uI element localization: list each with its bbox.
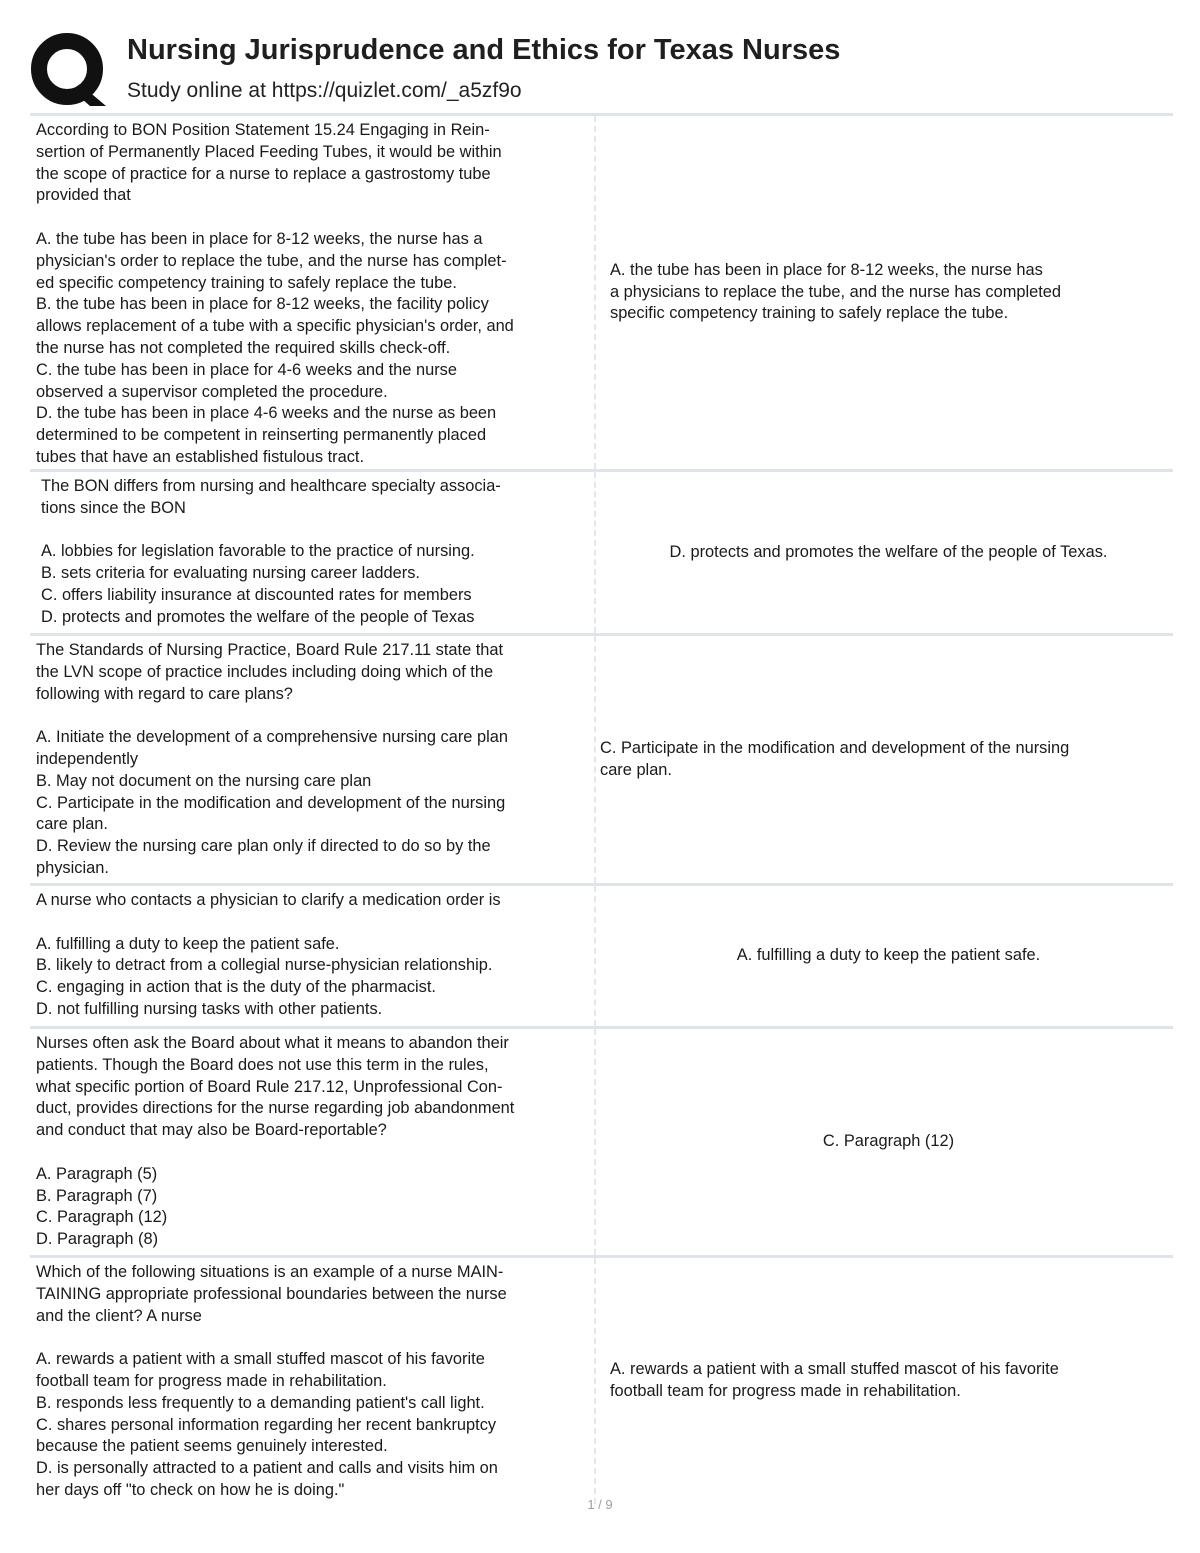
- flashcard-row: [30, 1255, 1173, 1504]
- answer-cell: [596, 886, 1173, 1026]
- answer-cell: [596, 1029, 1173, 1255]
- answer-cell: [596, 636, 1173, 883]
- page-header: [30, 28, 1175, 108]
- answer-text: A. the tube has been in place for 8-12 weeks, the nurse has a physicians to replace the tube, and the nurse has completed specific competency training to safely replace the tube.: [610, 260, 1062, 323]
- flashcard-row: [30, 883, 1173, 1026]
- answer-cell: [596, 116, 1173, 469]
- page-title: Nursing Jurisprudence and Ethics for Texas Nurses: [127, 34, 841, 66]
- answer-cell: [596, 472, 1173, 633]
- study-url-text: Study online at https://quizlet.com/_a5zf9o: [127, 79, 522, 102]
- flashcard-list: [30, 113, 1173, 1504]
- answer-text: A. fulfilling a duty to keep the patient safe.: [736, 946, 1041, 965]
- page-number: 1 / 9: [587, 1497, 613, 1512]
- flashcard-row: [30, 633, 1173, 883]
- answer-text: A. rewards a patient with a small stuffed mascot of his favorite football team for progress made in rehabilitation.: [610, 1360, 1059, 1400]
- question-cell: The Standards of Nursing Practice, Board Rule 217.11 state that the LVN scope of practice includes including doing which of the following with regard to care plans? A. Initiate the development of a comprehensive nursing care plan independently B. May not document on the nursing care plan C. Participate in the modification and development of the nursing care plan. D. Review the nursing care plan only if directed to do so by the physician.: [30, 636, 596, 883]
- question-cell: A nurse who contacts a physician to clarify a medication order is A. fulfilling a duty to keep the patient safe. B. likely to detract from a collegial nurse-physician relationship. C. engaging in action that is the duty of the pharmacist. D. not fulfilling nursing tasks with other patients.: [30, 886, 596, 1026]
- flashcard-row: [30, 113, 1173, 469]
- flashcard-row: [30, 469, 1173, 633]
- answer-cell: [596, 1258, 1173, 1504]
- question-cell: The BON differs from nursing and healthcare specialty associa- tions since the BON A. lobbies for legislation favorable to the practice of nursing. B. sets criteria for evaluating nursing career ladders. C. offers liability insurance at discounted rates for members D. protects and promotes the welfare of the people of Texas: [30, 472, 596, 633]
- question-cell: According to BON Position Statement 15.24 Engaging in Rein- sertion of Permanently Placed Feeding Tubes, it would be within the scope of practice for a nurse to replace a gastrostomy tube provided that A. the tube has been in place for 8-12 weeks, the nurse has a physician's order to replace the tube, and the nurse has complet- ed specific competency training to safely replace the tube. B. the tube has been in place for 8-12 weeks, the facility policy allows replacement of a tube with a specific physician's order, and the nurse has not completed the required skills check-off. C. the tube has been in place for 4-6 weeks and the nurse observed a supervisor completed the procedure. D. the tube has been in place 4-6 weeks and the nurse as been determined to be competent in reinserting permanently placed tubes that have an established fistulous tract.: [30, 116, 596, 469]
- answer-text: D. protects and promotes the welfare of the people of Texas.: [669, 542, 1108, 561]
- question-cell: Which of the following situations is an example of a nurse MAIN- TAINING appropriate professional boundaries between the nurse and the client? A nurse A. rewards a patient with a small stuffed mascot of his favorite football team for progress made in rehabilitation. B. responds less frequently to a demanding patient's call light. C. shares personal information regarding her recent bankruptcy because the patient seems genuinely interested. D. is personally attracted to a patient and calls and visits him on her days off "to check on how he is doing.": [30, 1258, 596, 1504]
- answer-text: C. Paragraph (12): [822, 1132, 955, 1151]
- answer-text: C. Participate in the modification and development of the nursing care plan.: [600, 738, 1070, 779]
- flashcard-row: [30, 1026, 1173, 1255]
- quizlet-logo-icon: [30, 32, 108, 108]
- question-cell: Nurses often ask the Board about what it means to abandon their patients. Though the Board does not use this term in the rules, what specific portion of Board Rule 217.12, Unprofessional Con- duct, provides directions for the nurse regarding job abandonment and conduct that may also be Board-reportable? A. Paragraph (5) B. Paragraph (7) C. Paragraph (12) D. Paragraph (8): [30, 1029, 596, 1255]
